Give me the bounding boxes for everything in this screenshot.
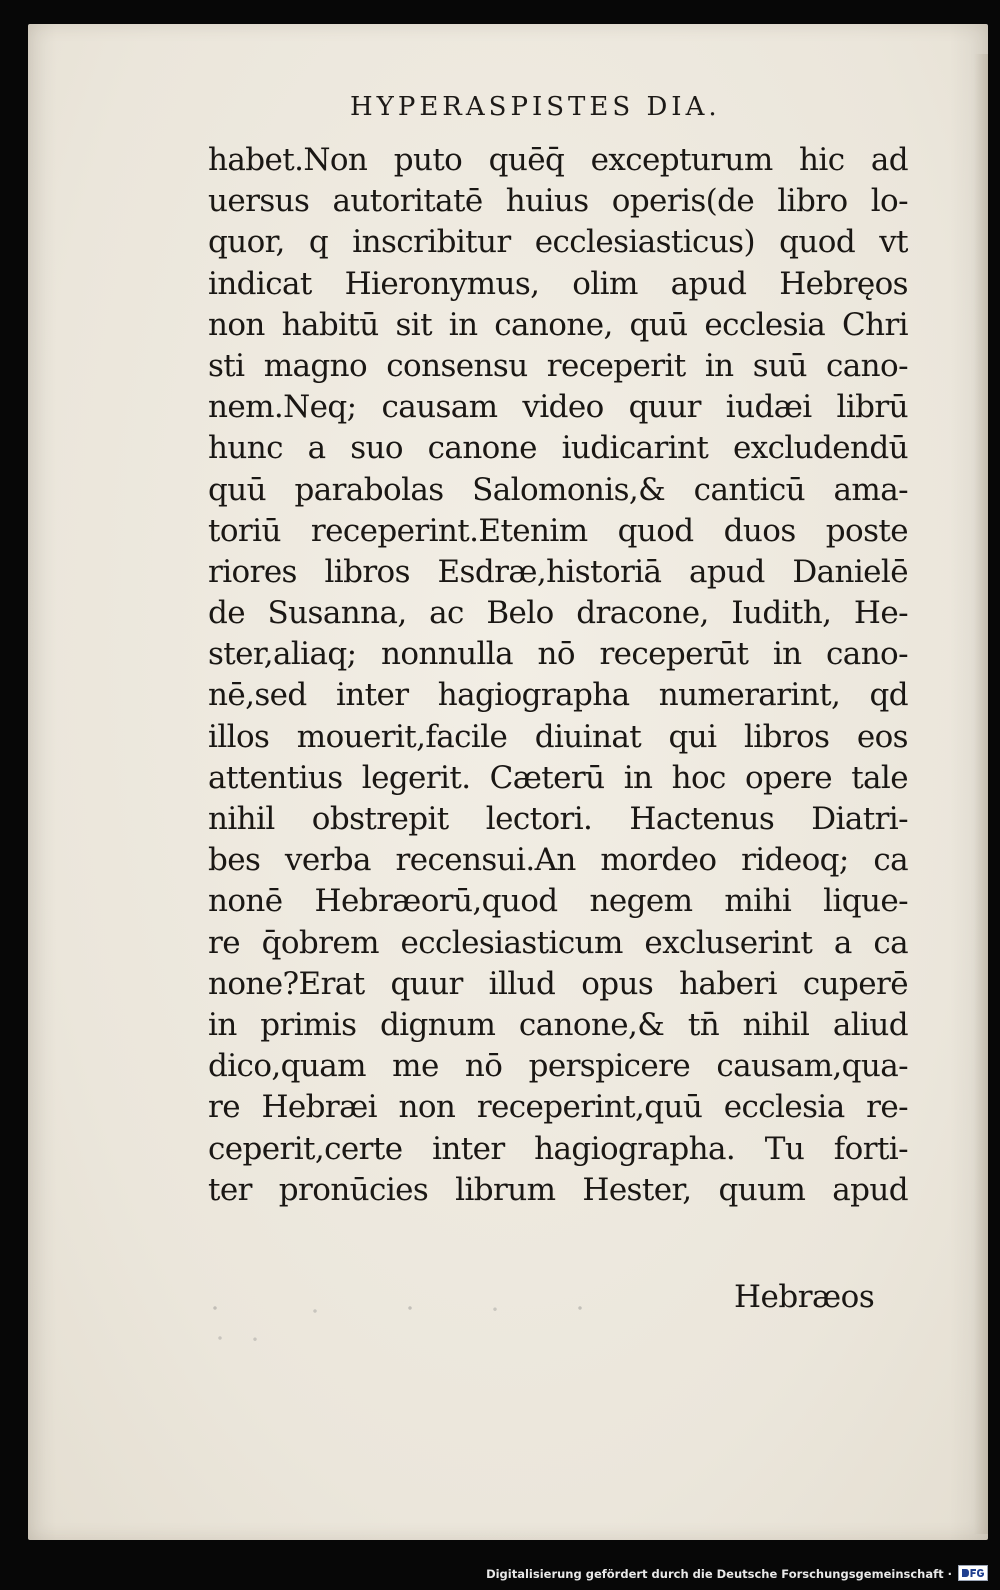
text-line: quū parabolas Salomonis,& canticū ama- <box>208 471 908 508</box>
text-line: ster,aliaq; nonnulla nō receperūt in cano- <box>208 636 908 673</box>
text-line: toriū receperint.Etenim quod duos poste <box>208 512 908 549</box>
text-line: bes verba recensui.An mordeo rideoq; ca <box>208 842 908 879</box>
body-text <box>208 140 908 1211</box>
ink-bleed-through <box>205 1290 705 1350</box>
text-line: sti magno consensu receperit in suū cano- <box>208 347 908 384</box>
text-line: riores libros Esdræ,historiā apud Danielē <box>208 553 908 590</box>
text-line: nem.Neq; causam video quur iudæi librū <box>208 389 908 426</box>
text-line: re q̄obrem ecclesiasticum excluserint a ca <box>208 924 908 961</box>
text-line: none?Erat quur illud opus haberi cuperē <box>208 965 908 1002</box>
text-line: re Hebræi non receperint,quū ecclesia re- <box>208 1089 908 1126</box>
text-line: indicat Hieronymus, olim apud Hebręos <box>208 265 908 302</box>
running-head: HYPERASPISTES DIA. <box>350 92 721 122</box>
text-line: hunc a suo canone iudicarint excludendū <box>208 430 908 467</box>
page-edge-shadow <box>974 54 988 1534</box>
catchword: Hebræos <box>734 1279 875 1315</box>
text-line: in primis dignum canone,& tn̄ nihil aliud <box>208 1006 908 1043</box>
text-line: habet.Non puto quēq̄ excepturum hic ad <box>208 142 908 178</box>
dfg-logo-icon <box>958 1565 988 1581</box>
text-line: nihil obstrepit lectori. Hactenus Diatri- <box>208 801 908 837</box>
digitization-credit: Digitalisierung gefördert durch die Deutsche Forschungsgemeinschaft · <box>486 1567 952 1581</box>
text-line: dico,quam me nō perspicere causam,qua- <box>208 1048 908 1085</box>
text-line: illos mouerit,facile diuinat qui libros eos <box>208 718 908 755</box>
text-line: attentius legerit. Cæterū in hoc opere tale <box>208 759 908 796</box>
text-line: ceperit,certe inter hagiographa. Tu forti- <box>208 1130 908 1167</box>
text-line: ter pronūcies librum Hester, quum apud <box>208 1171 908 1208</box>
text-line: de Susanna, ac Belo dracone, Iudith, He- <box>208 595 908 632</box>
text-line: uersus autoritatē huius operis(de libro lo- <box>208 183 908 220</box>
text-line: quor, q inscribitur ecclesiasticus) quod vt <box>208 224 908 261</box>
text-line: non habitū sit in canone, quū ecclesia Chri <box>208 306 908 343</box>
text-line: nē,sed inter hagiographa numerarint, qd <box>208 677 908 714</box>
text-line: nonē Hebræorū,quod negem mihi lique- <box>208 883 908 920</box>
